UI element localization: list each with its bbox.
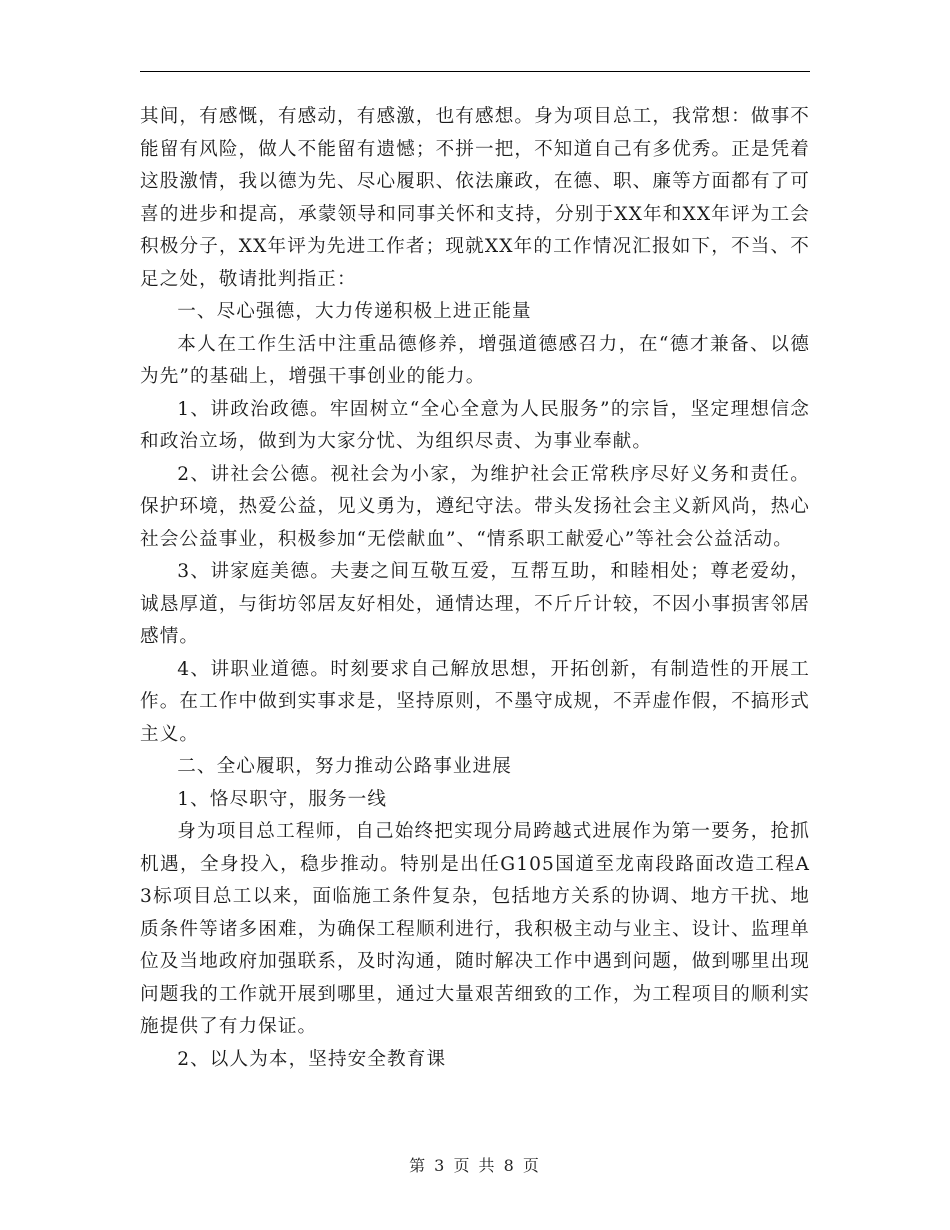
section-heading-2: 二、全心履职，努力推动公路事业进展 (177, 756, 512, 777)
subsection-heading: 2、以人为本，坚持安全教育课 (177, 1048, 447, 1070)
list-item: 1、讲政治政德。牢固树立“全心全意为人民服务”的宗旨，坚定理想信念和政治立场，做到为大家分忧、为组织尽责、为事业奉献。 (140, 398, 810, 452)
document-body (140, 101, 810, 1076)
paragraph-intro: 其间，有感慨，有感动，有感激，也有感想。身为项目总工，我常想：做事不能留有风险，做人不能留有遗憾；不拼一把，不知道自己有多优秀。正是凭着这股激情，我以德为先、尽心履职、依法廉政，在德、职、廉等方面都有了可喜的进步和提高，承蒙领导和同事关怀和支持，分别于XX年和XX年评为工会积极分子，XX年评为先进工作者；现就XX年的工作情况汇报如下，不当、不足之处，敬请批判指正： (140, 106, 810, 290)
paragraph: 身为项目总工程师，自己始终把实现分局跨越式进展作为第一要务，抢抓机遇，全身投入，稳步推动。特别是出任G105国道至龙南段路面改造工程A3标项目总工以来，面临施工条件复杂，包括地方关系的协调、地方干扰、地质条件等诸多困难，为确保工程顺利进行，我积极主动与业主、设计、监理单位及当地政府加强联系，及时沟通，随时解决工作中遇到问题，做到哪里出现问题我的工作就开展到哪里，通过大量艰苦细致的工作，为工程项目的顺利实施提供了有力保证。 (140, 821, 810, 1037)
subsection-heading: 1、恪尽职守，服务一线 (177, 788, 388, 810)
list-item: 2、讲社会公德。视社会为小家，为维护社会正常秩序尽好义务和责任。保护环境，热爱公益，见义勇为，遵纪守法。带头发扬社会主义新风尚，热心社会公益事业，积极参加“无偿献血”、“情系职工献爱心”等社会公益活动。 (140, 463, 810, 550)
list-item: 4、讲职业道德。时刻要求自己解放思想，开拓创新，有制造性的开展工作。在工作中做到实事求是，坚持原则，不墨守成规，不弄虚作假，不搞形式主义。 (140, 658, 810, 745)
header-rule (140, 71, 810, 72)
section-heading-1: 一、尽心强德，大力传递积极上进正能量 (177, 301, 532, 322)
list-item: 3、讲家庭美德。夫妻之间互敬互爱，互帮互助，和睦相处；尊老爱幼，诚恳厚道，与街坊邻居友好相处，通情达理，不斤斤计较，不因小事损害邻居感情。 (140, 561, 810, 647)
paragraph: 本人在工作生活中注重品德修养，增强道德感召力，在“德才兼备、以德为先”的基础上，增强干事创业的能力。 (140, 333, 810, 387)
page-number: 第 3 页 共 8 页 (409, 1156, 541, 1175)
